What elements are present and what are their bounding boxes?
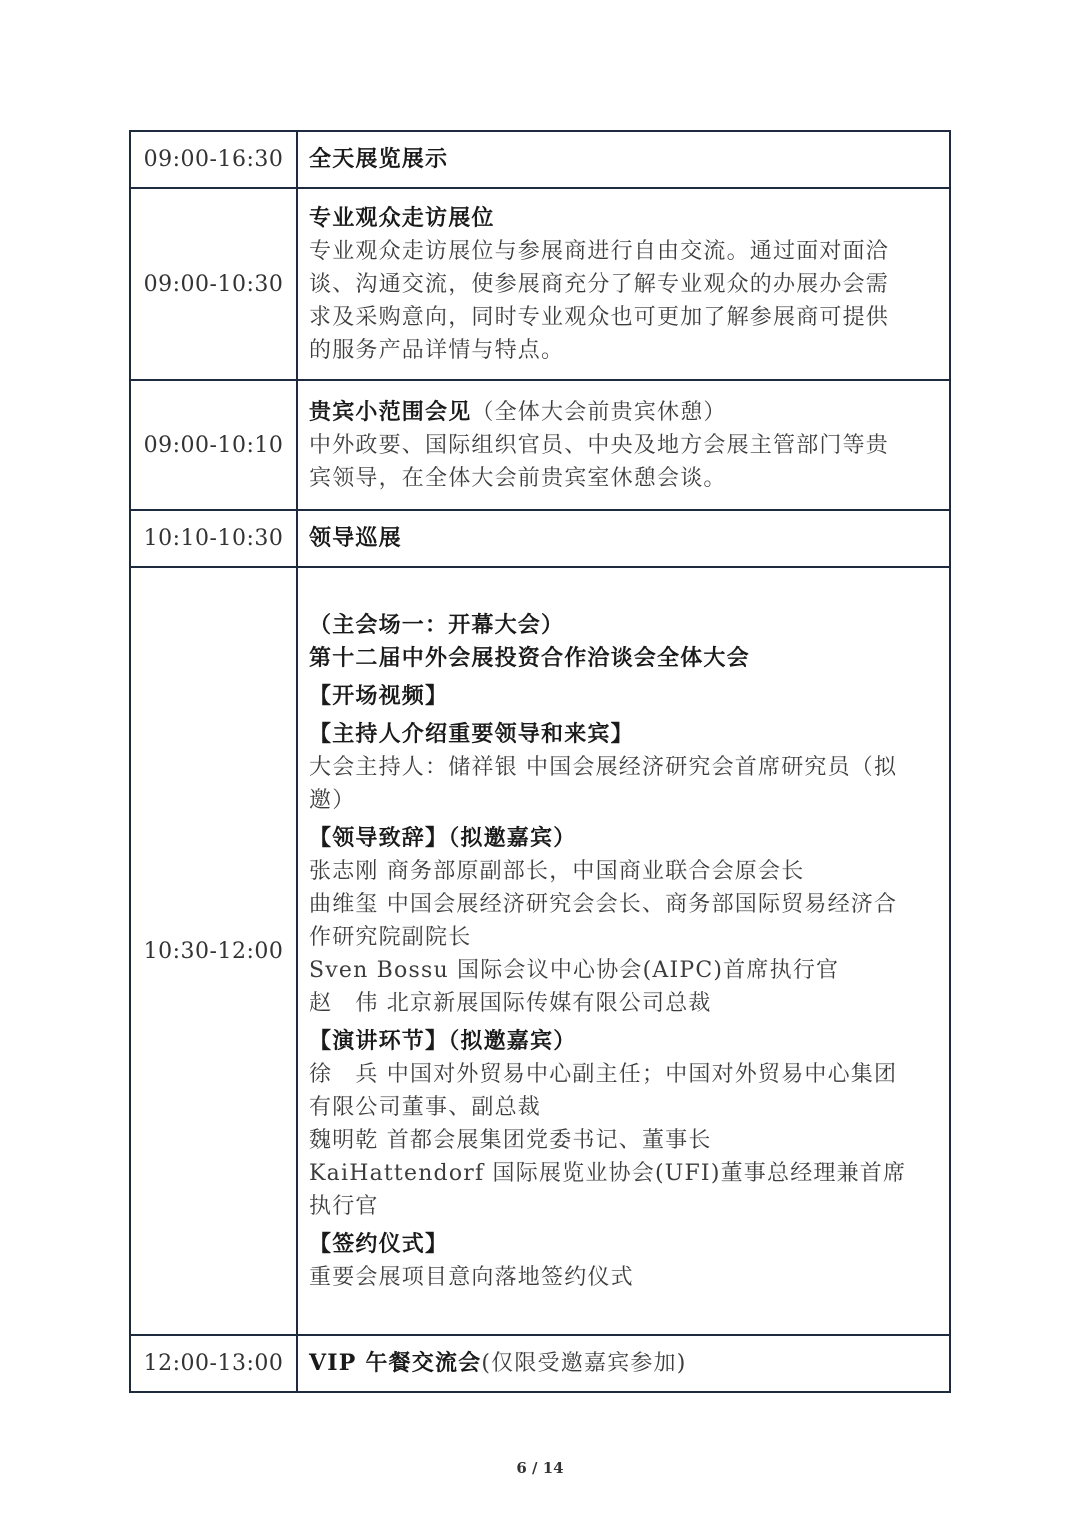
- line-text: Sven Bossu 国际会议中心协会(AIPC)首席执行官: [309, 957, 840, 983]
- schedule-row: [130, 188, 950, 380]
- content-line: [309, 987, 939, 1020]
- section-heading: [309, 202, 939, 235]
- section-heading: [309, 822, 939, 855]
- schedule-row: [130, 131, 950, 188]
- content-line: [309, 888, 939, 921]
- line-text: 的服务产品详情与特点。: [309, 337, 565, 363]
- heading-text: 【领导致辞】（拟邀嘉宾）: [309, 824, 577, 851]
- content-cell: [297, 567, 950, 1335]
- line-text: 邀）: [309, 787, 356, 813]
- time-cell: 10:10-10:30: [130, 510, 297, 567]
- heading-text: 【签约仪式】: [309, 1230, 449, 1257]
- content-line: [309, 1091, 939, 1124]
- content-line: [309, 268, 939, 301]
- heading-note: （全体大会前贵宾休憩）: [471, 399, 727, 425]
- time-cell: 09:00-10:10: [130, 380, 297, 510]
- line-text: 有限公司董事、副总裁: [309, 1094, 542, 1120]
- content-line: [309, 301, 939, 334]
- line-text: 中外政要、国际组织官员、中央及地方会展主管部门等贵: [309, 432, 890, 458]
- line-text: 魏明乾 首都会展集团党委书记、董事长: [309, 1127, 712, 1153]
- section-heading: [309, 609, 939, 642]
- heading-note: (仅限受邀嘉宾参加): [481, 1351, 687, 1376]
- schedule-row: [130, 510, 950, 567]
- line-text: 专业观众走访展位与参展商进行自由交流。通过面对面洽: [309, 238, 890, 264]
- heading-text: （主会场一：开幕大会）: [309, 611, 565, 638]
- line-text: 大会主持人：储祥银 中国会展经济研究会首席研究员（拟: [309, 754, 898, 780]
- heading-text: 【主持人介绍重要领导和来宾】: [309, 720, 634, 747]
- content-cell: [297, 188, 950, 380]
- page-number: 6 / 14: [516, 1459, 564, 1477]
- line-text: 宾领导，在全体大会前贵宾室休憩会谈。: [309, 465, 727, 491]
- section-heading: [309, 680, 939, 713]
- line-text: 谈、沟通交流，使参展商充分了解专业观众的办展办会需: [309, 271, 890, 297]
- content-line: [309, 954, 939, 987]
- line-text: 重要会展项目意向落地签约仪式: [309, 1264, 634, 1290]
- content-line: [309, 462, 939, 495]
- schedule-row: [130, 380, 950, 510]
- schedule-row: [130, 1335, 950, 1392]
- line-text: 执行官: [309, 1193, 379, 1219]
- content-line: [309, 1124, 939, 1157]
- content-line: [309, 1058, 939, 1091]
- section-heading: [309, 642, 939, 675]
- line-text: 作研究院副院长: [309, 924, 472, 950]
- content-line: [309, 1261, 939, 1294]
- section-heading: [309, 1347, 939, 1380]
- line-text: 曲维玺 中国会展经济研究会会长、商务部国际贸易经济合: [309, 891, 898, 917]
- time-cell: 10:30-12:00: [130, 567, 297, 1335]
- content-cell: [297, 380, 950, 510]
- line-text: 求及采购意向，同时专业观众也可更加了解参展商可提供: [309, 304, 890, 330]
- content-line: [309, 855, 939, 888]
- heading-text: VIP 午餐交流会: [309, 1350, 482, 1376]
- heading-text: 贵宾小范围会见: [309, 398, 472, 425]
- schedule-table: [129, 130, 951, 1393]
- line-text: KaiHattendorf 国际展览业协会(UFI)董事总经理兼首席: [309, 1160, 907, 1186]
- schedule-row: [130, 567, 950, 1335]
- time-cell: 09:00-10:30: [130, 188, 297, 380]
- content-cell: [297, 131, 950, 188]
- content-line: [309, 429, 939, 462]
- content-line: [309, 334, 939, 367]
- content-cell: [297, 510, 950, 567]
- content-line: [309, 751, 939, 784]
- section-heading: [309, 143, 939, 176]
- content-line: [309, 1190, 939, 1223]
- heading-text: 第十二届中外会展投资合作洽谈会全体大会: [309, 644, 750, 671]
- time-cell: 12:00-13:00: [130, 1335, 297, 1392]
- line-text: 赵 伟 北京新展国际传媒有限公司总裁: [309, 990, 712, 1016]
- heading-text: 全天展览展示: [309, 146, 449, 172]
- line-text: 徐 兵 中国对外贸易中心副主任；中国对外贸易中心集团: [309, 1061, 898, 1087]
- content-line: [309, 921, 939, 954]
- heading-text: 【开场视频】: [309, 682, 449, 709]
- line-text: 张志刚 商务部原副部长，中国商业联合会原会长: [309, 858, 805, 884]
- section-heading: [309, 396, 939, 429]
- content-cell: [297, 1335, 950, 1392]
- section-heading: [309, 1228, 939, 1261]
- heading-text: 【演讲环节】（拟邀嘉宾）: [309, 1027, 577, 1054]
- section-heading: [309, 522, 939, 555]
- content-line: [309, 235, 939, 268]
- heading-text: 领导巡展: [309, 525, 402, 551]
- content-line: [309, 1157, 939, 1190]
- section-heading: [309, 718, 939, 751]
- heading-text: 专业观众走访展位: [309, 204, 495, 231]
- content-line: [309, 784, 939, 817]
- time-cell: 09:00-16:30: [130, 131, 297, 188]
- schedule-body: [130, 131, 950, 1392]
- section-heading: [309, 1025, 939, 1058]
